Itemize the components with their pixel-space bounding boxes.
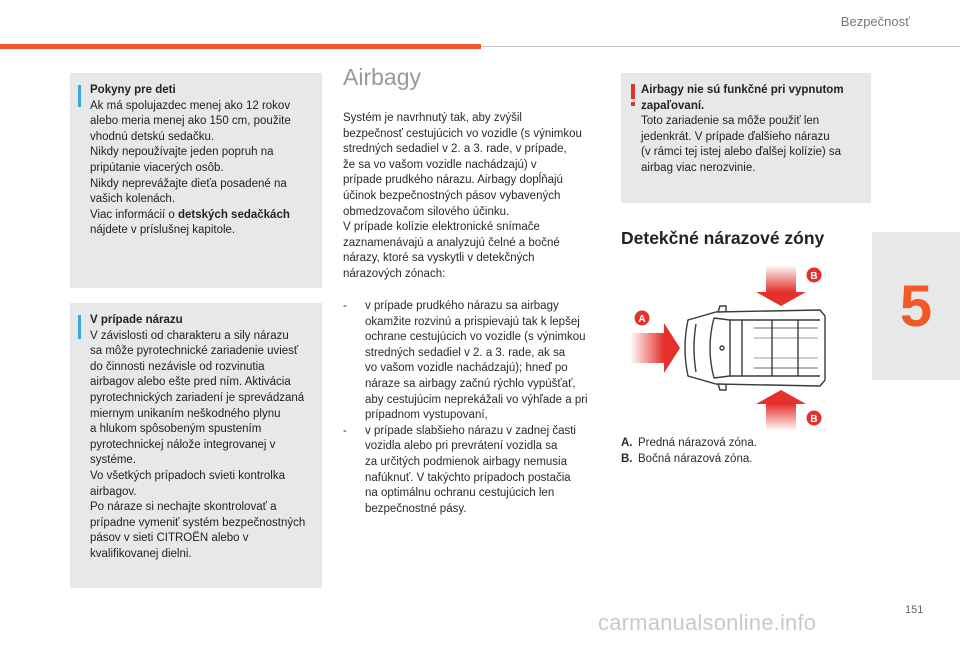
info-box-title: V prípade nárazu <box>90 314 183 326</box>
text-line: nárazy, ktoré sa vyskytli v detekčných <box>343 252 535 265</box>
text-line: Vo všetkých prípadoch svieti kontrolka <box>90 469 285 482</box>
text-line: miernym unikaním neškodného plynu <box>90 407 281 420</box>
text-line: prípade prudkého nárazu. Airbagy dopĺňajú <box>343 174 563 187</box>
section-heading-zones: Detekčné nárazové zóny <box>621 228 825 248</box>
svg-text:B: B <box>810 414 818 425</box>
list-item: - v prípade prudkého nárazu sa airbagy okamžite rozvinú a prispievajú tak k lepšej ochrane cestujúcich vo vozidle (s výnimkou stredných sedadiel v 2. a 3. rade, ak sa vo vašom vozidle nachádzajú); hneď po náraze sa airbagy začnú rýchlo vypúšťať, aby cestujúcim neprekážali vo výhľade a pri prípadnom vystupovaní, <box>343 300 588 422</box>
text-line: pyrotechnických zariadení je sprevádzaná <box>90 391 305 404</box>
text-line: (v rámci tej istej alebo ďalšej kolízie) sa <box>641 146 842 159</box>
text-line: Toto zariadenie sa môže použiť len <box>641 115 820 128</box>
text-line: systéme. <box>90 454 137 467</box>
watermark: carmanualsonline.info <box>598 610 817 635</box>
zones-legend <box>621 436 757 467</box>
front-impact-arrow <box>630 323 680 373</box>
header-accent-bar <box>0 44 481 49</box>
text-line: V prípade kolízie elektronické snímače <box>343 221 540 234</box>
list-item: - v prípade slabšieho nárazu v zadnej časti vozidla alebo pri prevrátení vozidla sa za určitých podmienok airbagy nemusia nafúknuť. V takýchto prípadoch postačia na optimálnu ochranu cestujúcich len bezpečnostné pásy. <box>343 424 576 515</box>
text-line: airbagov. <box>90 485 137 498</box>
header-divider <box>481 46 960 47</box>
text-line: airbag viac nerozvinie. <box>641 161 756 174</box>
text-line: nájdete v príslušnej kapitole. <box>90 224 236 237</box>
info-box-title: Pokyny pre deti <box>90 84 176 96</box>
text-line: Nikdy nepoužívajte jeden popruh na <box>90 146 274 159</box>
text-line: nárazových zónach: <box>343 267 446 280</box>
text-line: Viac informácií o detských sedačkách <box>90 208 290 221</box>
legend-item: A. Predná nárazová zóna. <box>621 437 757 449</box>
info-box-children <box>70 73 322 288</box>
impact-zones-diagram <box>622 262 832 434</box>
airbagy-bullet-list <box>343 299 605 517</box>
text-line: Systém je navrhnutý tak, aby zvýšil <box>343 112 522 124</box>
text-line: obmedzovačom silového účinku. <box>343 205 510 218</box>
text-line: že sa vo vašom vozidle nachádzajú) v <box>343 158 537 171</box>
info-icon <box>78 315 81 339</box>
warning-title: Airbagy nie sú funkčné pri vypnutom <box>641 84 844 96</box>
zone-badge-a <box>635 311 650 326</box>
text-line: do činnosti nezávisle od rozvinutia <box>90 360 265 373</box>
text-line: pásov v sieti CITROËN alebo v <box>90 532 249 545</box>
zone-badge-b-top <box>807 268 822 283</box>
text-line: Po náraze si nechajte skontrolovať a <box>90 501 277 514</box>
warning-box <box>621 73 871 203</box>
text-line: pyrotechnickej nálože integrovanej v <box>90 438 276 451</box>
text-line: jedenkrát. V prípade ďalšieho nárazu <box>641 130 830 143</box>
zone-badge-b-bottom <box>807 411 822 426</box>
text-line: pripútanie viacerých osôb. <box>90 161 224 174</box>
van-top-view <box>685 306 825 390</box>
text-line: vhodnú detskú sedačku. <box>90 130 215 143</box>
text-line: Ak má spolujazdec menej ako 12 rokov <box>90 99 291 112</box>
info-icon <box>78 85 81 107</box>
text-line: alebo meria menej ako 150 cm, použite <box>90 115 291 128</box>
info-box-impact <box>70 303 322 588</box>
text-line: airbagov alebo ešte pred ním. Aktivácia <box>90 376 291 389</box>
chapter-tab <box>872 232 960 380</box>
warning-title: zapaľovaní. <box>641 99 705 112</box>
text-line: prípadne vymeniť systém bezpečnostných <box>90 516 306 529</box>
section-heading-airbagy: Airbagy <box>343 64 421 90</box>
warning-icon <box>629 84 637 106</box>
text-line: bezpečnosť cestujúcich vo vozidle (s výnimkou <box>343 127 582 140</box>
text-line: vašich kolenách. <box>90 193 176 206</box>
text-line: a hlukom spôsobeným spustením <box>90 423 262 436</box>
side-impact-arrow-bottom <box>756 390 806 431</box>
text-line: stredných sedadiel v 2. a 3. rade, v prípade, <box>343 143 567 156</box>
text-line: zaznamenávajú a analyzujú čelné a bočné <box>343 236 560 249</box>
svg-text:A: A <box>638 314 646 325</box>
svg-text:B: B <box>810 271 818 282</box>
section-title: Bezpečnosť <box>840 14 910 29</box>
airbagy-intro <box>343 111 605 283</box>
text-line: účinok bezpečnostných pásov vybavených <box>343 189 561 202</box>
text-line: kvalifikovanej dielni. <box>90 547 192 560</box>
text-line: V závislosti od charakteru a sily nárazu <box>90 329 289 342</box>
text-line: Nikdy neprevážajte dieťa posadené na <box>90 177 287 190</box>
legend-item: B. Bočná nárazová zóna. <box>621 452 753 465</box>
text-line: sa môže pyrotechnické zariadenie uviesť <box>90 345 299 358</box>
chapter-number: 5 <box>899 273 933 339</box>
page-number: 151 <box>905 604 924 616</box>
side-impact-arrow-top <box>756 265 806 306</box>
